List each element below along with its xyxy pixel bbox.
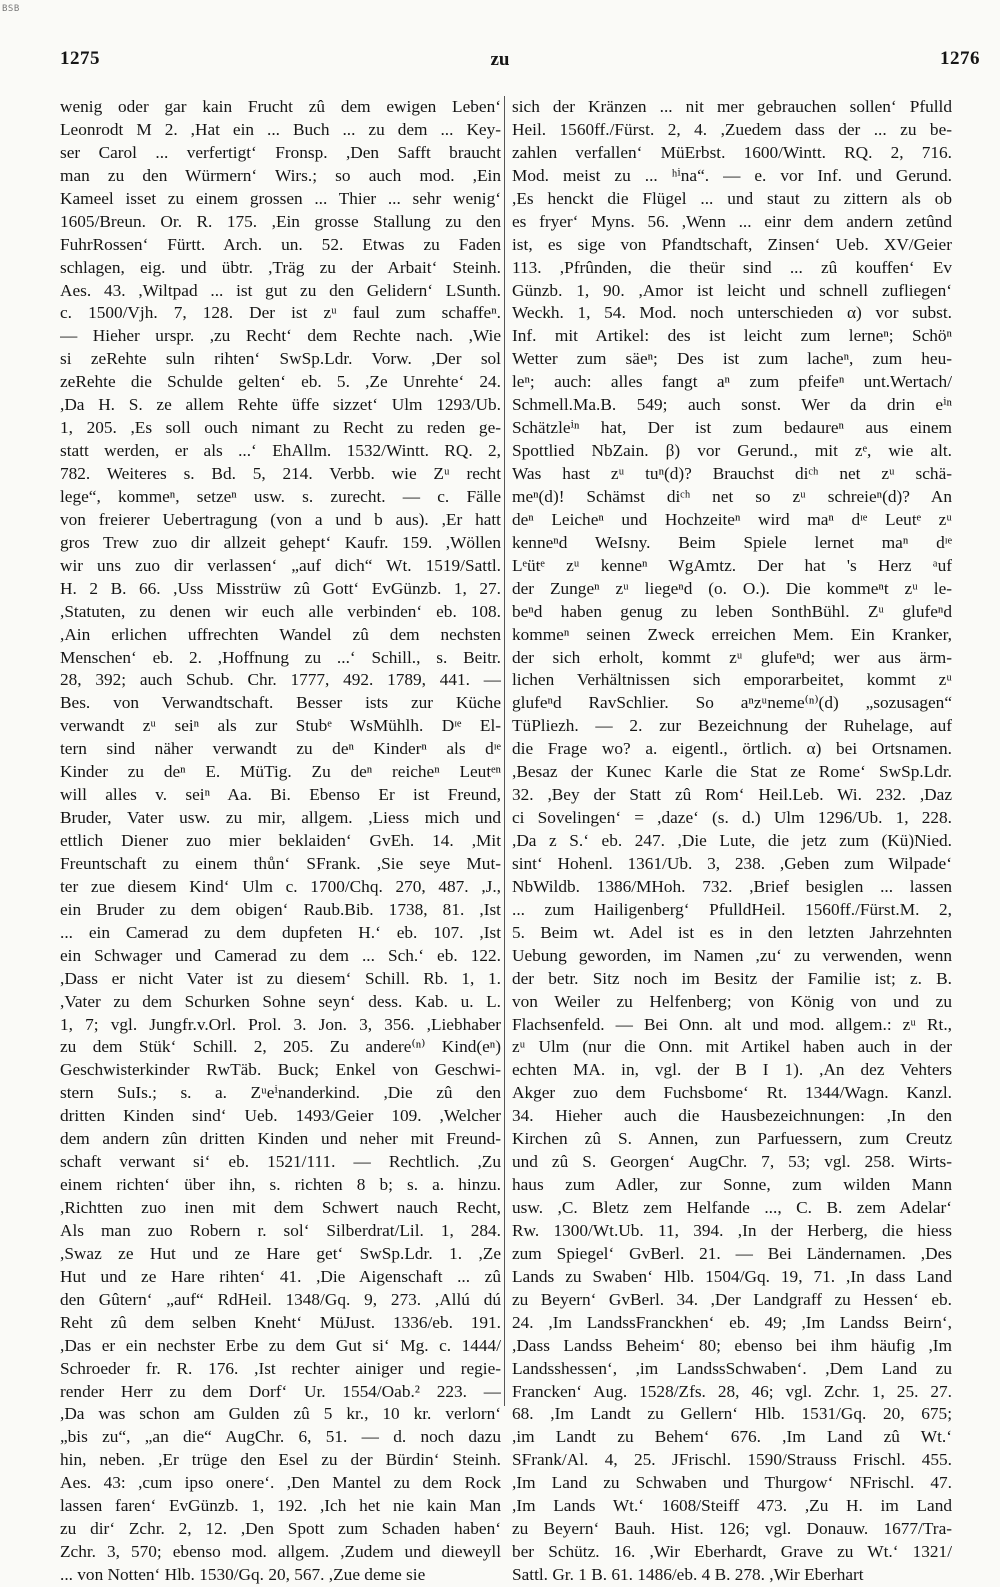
text-line: ser Carol ... verfertigt‘ Fronsp. ,Den Safft braucht <box>60 142 501 162</box>
text-line: ,Im Lands Wt.‘ 1608/Steiff 473. ,Zu H. im Land <box>512 1496 952 1516</box>
text-line: wir uns zuo dir verlassen‘ „auf dich“ Wt. 1519/Sattl. <box>60 555 501 575</box>
text-line: zu dem Stük‘ Schill. 2, 205. Zu andere⁽ⁿ⁾ Kind(eⁿ) <box>60 1037 501 1057</box>
text-line: leⁿ; auch: alles fangt aⁿ zum pfeifeⁿ unt.Wertach/ <box>512 372 952 392</box>
running-headword: zu <box>490 49 510 70</box>
page-number-left: 1275 <box>60 48 100 69</box>
text-line: 782. Weiteres s. Bd. 5, 214. Verbb. wie Zᵘ recht <box>60 464 501 483</box>
text-line: „bis zu“, „an die“ AugChr. 6, 51. — d. noch dazu <box>60 1427 501 1447</box>
text-line: ,Statuten, zu denen wir euch alle verbinden‘ eb. 108. <box>60 601 501 621</box>
text-line: — Hieher urspr. ,zu Recht‘ dem Rechte nach. ,Wie <box>60 326 501 346</box>
text-line: kenneⁿd WeIsny. Beim Spiele lernet maⁿ dᶦᵉ <box>512 532 952 552</box>
text-line: lichen Verhältnissen sich emporarbeitet, kommt zᵘ <box>512 670 952 690</box>
text-line: Zchr. 3, 570; ebenso mod. allgem. ,Zudem und dieweyll <box>60 1542 501 1562</box>
text-line: Sattl. Gr. 1 B. 61. 1486/eb. 4 B. 278. ,Wir Eberhart <box>512 1565 864 1584</box>
text-line: zu Beyern‘ Bauh. Hist. 126; vgl. Donauw. 1677/Tra- <box>512 1519 952 1539</box>
text-line: haus zum Adler, zur Sonne, zum wilden Mann <box>512 1175 952 1195</box>
text-line: 28, 392; auch Schub. Chr. 1777, 492. 1789, 441. — <box>60 670 501 690</box>
text-line: NbWildb. 1386/MHoh. 732. ,Brief besiglen ... lassen <box>512 876 952 896</box>
text-line: H. 2 B. 66. ,Uss Misstrüw zû Gott‘ EvGünzb. 1, 27. <box>60 578 501 598</box>
text-line: zeRehte die Schulde gelten‘ eb. 5. ,Ze Unrehte‘ 24. <box>60 372 501 392</box>
text-line: ,Da was schon am Gulden zû 5 kr., 10 kr. verlorn‘ <box>60 1404 501 1424</box>
text-line: die Frage wo? a. eigentl., örtlich. α) bei Ortsnamen. <box>512 739 952 759</box>
text-line: ,Da H. S. ze allem Rehte üffe sizzet‘ Ulm 1293/Ub. <box>60 395 501 415</box>
text-line: ter zue diesem Kind‘ Ulm c. 1700/Chq. 270, 487. ,J., <box>60 876 501 896</box>
text-line: usw. ,C. Bletz zem Helfande ..., C. B. zem Adelar‘ <box>512 1198 952 1217</box>
text-line: SFrank/Al. 4, 25. JFrischl. 1590/Strauss Frischl. 455. <box>512 1450 952 1470</box>
text-line: zu Beyern‘ GvBerl. 34. ,Der Landgraff zu Hessen‘ eb. <box>512 1289 952 1309</box>
text-line: lassen faren‘ EvGünzb. 1, 192. ,Ich het nie kain Man <box>60 1496 501 1516</box>
text-line: Als man zuo Robern r. sol‘ Silberdrat/Lil. 1, 284. <box>60 1220 501 1240</box>
text-line: dritten Kinden sind‘ Ueb. 1493/Geier 109. ,Welcher <box>60 1106 501 1126</box>
text-line: ber Schütz. 16. ,Wir Eberhardt, Grave zu Wt.‘ 1321/ <box>512 1542 952 1562</box>
text-line: Rw. 1300/Wt.Ub. 11, 394. ,In der Herberg, die hiess <box>512 1220 952 1240</box>
text-line: ein Schwager und Camerad zu dem ... Sch.‘ eb. 122. <box>60 945 501 965</box>
text-line: 1, 7; vgl. Jungfr.v.Orl. Prol. 3. Jon. 3, 356. ,Liebhaber <box>60 1014 501 1034</box>
text-line: ... zum Hailigenberg‘ PfulldHeil. 1560ff./Fürst.M. 2, <box>512 899 952 919</box>
text-line: zahlen verfallen‘ MüErbst. 1600/Wintt. RQ. 2, 716. <box>512 142 952 162</box>
text-line: FuhrRossen‘ Fürtt. Arch. un. 52. Etwas zu Faden <box>60 234 501 254</box>
text-line: ,Besaz der Kunec Karle die Stat ze Rome‘ SwSp.Ldr. <box>512 762 952 782</box>
text-line: Lands zu Swaben‘ Hlb. 1504/Gq. 19, 71. ,In dass Land <box>512 1266 952 1286</box>
text-line: beⁿd haben genug zu leben SonthBühl. Zᵘ glufeⁿd <box>512 601 952 621</box>
text-line: ,Dass er nicht Vater ist zu diesem‘ Schill. Rb. 1, 1. <box>60 968 501 988</box>
text-line: Hut und ze Hare rihten‘ 41. ,Die Aigenschaft ... zû <box>60 1266 501 1286</box>
text-line: render Herr zu dem Dorf‘ Ur. 1554/Oab.² 223. — <box>60 1381 501 1401</box>
text-line: TüPliezh. — 2. zur Bezeichnung der Ruhelage, auf <box>512 716 952 736</box>
text-line: Flachsenfeld. — Bei Onn. alt und mod. allgem.: zᵘ Rt., <box>512 1014 952 1034</box>
text-line: ein Bruder zu dem obigen‘ Raub.Bib. 1738, 81. ,Ist <box>60 899 501 919</box>
text-line: Landsshessen‘, ,im LandssSchwaben‘. ,Dem Land zu <box>512 1358 952 1378</box>
text-line: Schätzleⁱⁿ hat, Der ist zum bedaureⁿ aus einem <box>512 418 952 438</box>
text-line: Bruder, Vater usw. zu mir, allgem. ,Liess mich und <box>60 808 501 828</box>
text-line: 1, 205. ,Es soll ouch nimant zu Recht zu reden ge- <box>60 418 501 438</box>
text-line: von Weiler zu Helfenberg; von König von und zu <box>512 991 952 1011</box>
text-line: der betr. Sitz noch im Besitz der Familie ist; z. B. <box>512 968 952 988</box>
text-line: Kameel isset zu einem grossen ... Thier ... sehr wenig‘ <box>60 188 501 208</box>
text-line: zum Spiegel‘ GvBerl. 21. — Bei Ländernamen. ,Des <box>512 1243 952 1263</box>
text-line: 5. Beim wt. Adel ist es in den letzten Jahrzehnten <box>512 922 952 942</box>
text-line: zᵘ Ulm (nur die Onn. mit Artikel haben auch in der <box>512 1037 952 1057</box>
text-line: Uebung geworden, im Namen ,zu‘ zu verwenden, wenn <box>512 945 952 965</box>
text-line: Günzb. 1, 90. ,Amor ist leicht und schnell zufliegen‘ <box>512 280 952 300</box>
text-line: Akger zuo dem Fuchsbome‘ Rt. 1344/Wagn. Kanzl. <box>512 1083 952 1103</box>
text-line: meⁿ(d)! Schämst diᶜʰ net so zᵘ schreieⁿ(d)? An <box>512 486 952 506</box>
text-line: Was hast zᵘ tuⁿ(d)? Brauchst diᶜʰ net zᵘ schä- <box>512 464 952 483</box>
text-line: c. 1500/Vjh. 7, 128. Der ist zᵘ faul zum schaffeⁿ. <box>60 303 501 323</box>
text-line: Schroeder fr. R. 176. ,Ist rechter ainiger und regie- <box>60 1358 501 1378</box>
left-column <box>60 96 501 1587</box>
text-line: zu dir‘ Zchr. 2, 12. ,Den Spott zum Schaden haben‘ <box>60 1519 501 1539</box>
text-line: statt werden, er als ...‘ EhAllm. 1532/Wintt. RQ. 2, <box>60 441 501 461</box>
text-line: und zû S. Georgen‘ AugChr. 7, 53; vgl. 258. Wirts- <box>512 1152 952 1172</box>
text-line: der sich erholt, kommt zᵘ glufeⁿd; wer aus ärm- <box>512 647 952 667</box>
text-line: ettlich Diener zuo mier beklaiden‘ GvEh. 14. ,Mit <box>60 831 501 850</box>
text-line: ci Sovelingen‘ = ,daze‘ (s. d.) Ulm 1296/Ub. 1, 228. <box>512 808 952 828</box>
text-line: verwandt zᵘ seiⁿ als zur Stubᵉ WsMühlh. Dᶦᵉ El- <box>60 716 501 736</box>
text-line: schaft verwant si‘ eb. 1521/111. — Rechtlich. ,Zu <box>60 1152 501 1172</box>
text-line: Aes. 43: ,cum ipso onere‘. ,Den Mantel zu dem Rock <box>60 1473 501 1493</box>
text-line: Lᵉütᵉ zᵘ kenneⁿ WgAmtz. Der hat 's Herz ᵃuf <box>512 555 952 575</box>
text-line: 34. Hieher auch die Hausbezeichnungen: ,In den <box>512 1106 952 1126</box>
text-line: sint‘ Hohenl. 1361/Ub. 3, 238. ,Geben zum Wilpade‘ <box>512 853 952 873</box>
text-line: dem andern zûn dritten Kinden und neher mit Freund- <box>60 1129 501 1149</box>
text-line: Aes. 43. ,Wiltpad ... ist gut zu den Gelidern‘ LSunth. <box>60 280 501 300</box>
text-line: Reht zû dem selben Kneht‘ MüJust. 1336/eb. 191. <box>60 1312 501 1332</box>
text-line: den Gûtern‘ „auf“ RdHeil. 1348/Gq. 9, 273. ,Allú dú <box>60 1289 501 1309</box>
text-line: Heil. 1560ff./Fürst. 2, 4. ,Zuedem dass der ... zu be- <box>512 119 952 139</box>
text-line: will alles v. seiⁿ Aa. Bi. Ebenso Er ist Freund, <box>60 785 501 805</box>
text-line: der Zungeⁿ zᵘ liegeⁿd (o. O.). Die kommeⁿt zᵘ le- <box>512 578 952 598</box>
text-line: sich der Kränzen ... nit mer gebrauchen sollen‘ Pfulld <box>512 97 952 116</box>
text-line: Bes. von Verwandtschaft. Besser ists zur Küche <box>60 693 501 713</box>
text-line: Schmell.Ma.B. 549; auch sonst. Wer da drin eⁱⁿ <box>512 395 952 415</box>
text-line: si zeRehte suln rihten‘ SwSp.Ldr. Vorw. ,Der sol <box>60 349 501 369</box>
page-number-right: 1276 <box>940 48 980 69</box>
text-line: Wetter zum säeⁿ; Des ist zum lacheⁿ, zum heu- <box>512 349 952 369</box>
text-line: ... von Notten‘ Hlb. 1530/Gq. 20, 567. ,Zue deme sie <box>60 1565 426 1584</box>
text-line: es fryer‘ Myns. 56. ,Wenn ... einr dem andern zetûnd <box>512 211 952 231</box>
text-line: hin, neben. ,Er trüge den Esel zu der Bürdin‘ Steinh. <box>60 1450 501 1470</box>
text-line: Geschwisterkinder RwTäb. Buck; Enkel von Geschwi- <box>60 1060 501 1080</box>
text-line: tern sind näher verwandt zu deⁿ Kinderⁿ als dᶦᵉ <box>60 739 501 759</box>
text-line: ,Dass Landss Beheim‘ 80; ebenso bei ihm häufig ,Im <box>512 1335 952 1355</box>
text-line: Freuntschaft zu einem thůn‘ SFrank. ,Sie seye Mut- <box>60 853 501 873</box>
text-line: Inf. mit Artikel: des ist leicht zum lerneⁿ; Schöⁿ <box>512 326 952 346</box>
text-line: lege“, kommeⁿ, setzeⁿ usw. s. zurecht. — c. Fälle <box>60 486 501 506</box>
text-line: ist, es sige von Pfandtschaft, Zinsen‘ Ueb. XV/Geier <box>512 234 952 254</box>
text-line: Spottlied NbZain. β) vor Gerund., mit zᵉ, wie alt. <box>512 441 952 461</box>
text-line: kommeⁿ seinen Zweck erreichen Mem. Ein Kranker, <box>512 624 952 644</box>
text-line: 32. ,Bey der Statt zû Rom‘ Heil.Leb. Wi. 232. ,Daz <box>512 785 952 805</box>
text-line: 113. ,Pfrûnden, die theür sind ... zû kouffen‘ Ev <box>512 257 952 277</box>
text-line: Mod. meist zu ... ʰⁱna“. — e. vor Inf. und Gerund. <box>512 165 952 185</box>
text-line: ,Vater zu dem Schurken Sohne seyn‘ dess. Kab. u. L. <box>60 991 501 1011</box>
library-stamp: BSB <box>2 4 20 14</box>
text-line: ,Swaz ze Hut und ze Hare get‘ SwSp.Ldr. 1. ,Ze <box>60 1243 501 1263</box>
column-divider <box>504 96 505 1406</box>
text-line: 24. ,Im LandssFranckhen‘ eb. 49; ,Im Landss Beirn‘, <box>512 1312 952 1332</box>
text-line: gros Trew zuo dir allzeit gehept‘ Kaufr. 159. ,Wöllen <box>60 532 501 552</box>
text-line: ,Es henckt die Flügel ... und staut zu zittern als ob <box>512 188 952 208</box>
text-line: ,im Landt zu Behem‘ 676. ,Im Land zû Wt.‘ <box>512 1427 952 1447</box>
text-line: ,Im Land zu Schwaben und Thurgow‘ NFrischl. 47. <box>512 1473 952 1493</box>
text-line: ,Ain erlichen uffrechten Wandel zû dem nechsten <box>60 624 501 644</box>
text-line: deⁿ Leicheⁿ und Hochzeiteⁿ wird maⁿ dᶦᵉ Leutᵉ zᵘ <box>512 509 952 529</box>
text-line: ... ein Camerad zu dem dupfeten H.‘ eb. 107. ,Ist <box>60 922 501 942</box>
text-line: von freierer Uebertragung (von a und b aus). ,Er hatt <box>60 509 501 529</box>
text-line: 68. ,Im Landt zu Gellern‘ Hlb. 1531/Gq. 20, 675; <box>512 1404 952 1424</box>
text-line: schlagen, eig. und übtr. ,Träg zu der Arbait‘ Steinh. <box>60 257 501 277</box>
text-line: ,Richtten zuo inen mit dem Schwert nauch Recht, <box>60 1198 501 1217</box>
text-line: ,Das er ein nechster Erbe zu dem Gut si‘ Mg. c. 1444/ <box>60 1335 501 1355</box>
text-line: wenig oder gar kain Frucht zû dem ewigen Leben‘ <box>60 97 501 116</box>
text-line: 1605/Breun. Or. R. 175. ,Ein grosse Stallung zu den <box>60 211 501 231</box>
text-line: glufeⁿd RavSchlier. So aⁿzᵘneme⁽ⁿ⁾(d) „sozusagen“ <box>512 693 952 713</box>
text-line: Francken‘ Aug. 1528/Zfs. 28, 46; vgl. Zchr. 1, 25. 27. <box>512 1381 952 1401</box>
text-line: stern SuIs.; s. a. Zᵘeⁱnanderkind. ,Die zû den <box>60 1083 501 1103</box>
right-column <box>512 96 952 1587</box>
text-line: echten MA. in, vgl. der B I 1). ,An dez Vehters <box>512 1060 952 1080</box>
text-line: Menschen‘ eb. 2. ,Hoffnung zu ...‘ Schill., s. Beitr. <box>60 647 501 667</box>
text-line: ,Da z S.‘ eb. 247. ,Die Lute, die jetz zum (Kü)Nied. <box>512 831 952 850</box>
text-line: Kinder zu deⁿ E. MüTig. Zu deⁿ reicheⁿ Leutᵉⁿ <box>60 762 501 782</box>
text-line: Weckh. 1, 54. Mod. noch unterschieden α) vor subst. <box>512 303 952 323</box>
text-line: man zu den Würmern‘ Wirs.; so auch mod. ,Ein <box>60 165 501 185</box>
text-line: einem richten‘ über ihn, s. richten 8 b; s. a. hinzu. <box>60 1175 501 1195</box>
text-line: Kirchen zû S. Annen, zun Parfuessern, zum Creutz <box>512 1129 952 1149</box>
text-line: Leonrodt M 2. ,Hat ein ... Buch ... zu dem ... Key- <box>60 119 501 139</box>
